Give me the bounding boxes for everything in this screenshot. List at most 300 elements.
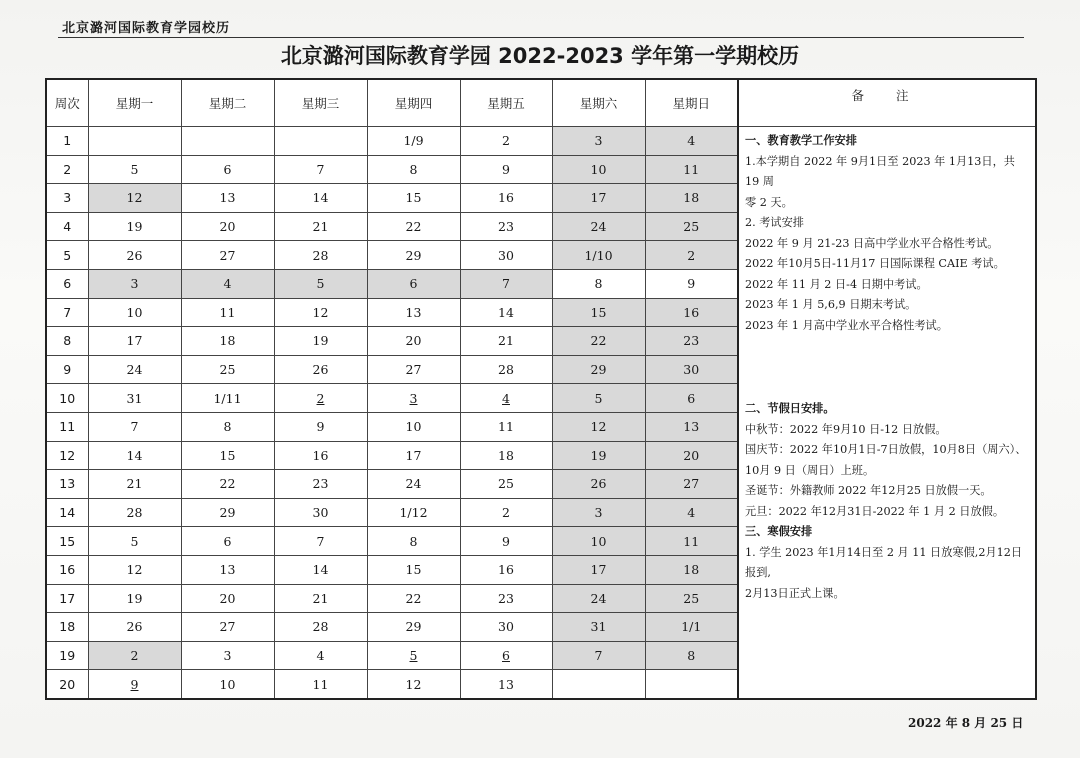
day-value: 3 [130,276,139,292]
day-cell [367,327,460,356]
day-value: 27 [683,476,700,492]
week-number: 3 [46,184,88,213]
day-value: 15 [590,304,607,320]
day-cell [645,298,738,327]
day-value: 14 [312,562,329,578]
issue-date: 2022 年 8 月 25 日 [908,716,1024,730]
day-value: 30 [683,362,700,378]
day-cell [460,384,552,413]
day-cell [274,155,367,184]
day-cell [181,384,274,413]
day-header-tue: 星期二 [181,79,274,127]
day-header-wed: 星期三 [274,79,367,127]
day-cell [181,412,274,441]
day-cell [367,412,460,441]
day-value: 2 [687,247,696,263]
day-cell [367,184,460,213]
day-cell [552,155,645,184]
day-value: 19 [590,447,607,463]
day-value: 18 [683,562,700,578]
day-cell [460,498,552,527]
day-cell [274,527,367,556]
day-value: 10 [405,419,422,435]
day-cell [460,441,552,470]
notes-line: 1. 学生 2023 年1月14日至 2 月 11 日放寒假,2月12日报到, [745,545,1023,579]
day-cell [274,384,367,413]
day-cell [552,441,645,470]
day-value: 24 [405,476,422,492]
day-cell [645,269,738,298]
day-cell [367,613,460,642]
notes-spacer [745,336,1031,399]
day-cell [181,555,274,584]
day-cell [274,555,367,584]
week-number: 4 [46,212,88,241]
day-value: 13 [219,562,236,578]
week-number: 10 [46,384,88,413]
notes-column [738,127,1036,699]
day-cell [88,298,181,327]
day-value: 24 [590,590,607,606]
week-number: 6 [46,269,88,298]
day-cell [552,470,645,499]
day-cell [181,212,274,241]
day-value: 19 [126,590,143,606]
day-value: 27 [219,247,236,263]
day-cell [181,327,274,356]
day-cell [88,269,181,298]
week-number: 5 [46,241,88,270]
day-cell [552,584,645,613]
day-cell [367,241,460,270]
day-cell [645,498,738,527]
day-value: 8 [409,533,418,549]
day-cell [552,412,645,441]
day-value: 12 [312,304,329,320]
day-cell [552,241,645,270]
day-value: 7 [130,419,139,435]
day-cell [181,127,274,156]
day-cell [460,298,552,327]
notes-line: 国庆节：2022 年10月1日-7日放假，10月8日（周六）、 [745,443,1027,456]
day-cell [181,269,274,298]
day-value: 28 [312,619,329,635]
day-cell [367,527,460,556]
day-value: 20 [405,333,422,349]
day-value: 1/10 [584,247,613,263]
day-cell [645,184,738,213]
day-header-thu: 星期四 [367,79,460,127]
notes-header: 备 注 [738,79,1036,127]
day-cell [460,241,552,270]
day-value: 30 [498,619,514,635]
day-value: 26 [126,619,143,635]
day-value: 3 [594,505,603,521]
day-value: 18 [683,190,700,206]
day-cell [88,527,181,556]
day-cell [645,641,738,670]
day-value: 30 [312,505,329,521]
day-value: 29 [590,362,607,378]
day-value: 18 [219,333,236,349]
day-value: 1/1 [681,619,702,635]
day-value: 2 [502,505,510,521]
day-value: 6 [687,390,696,406]
day-value: 5 [594,390,603,406]
day-value: 11 [498,419,514,435]
day-cell [645,127,738,156]
day-cell [274,613,367,642]
day-value: 22 [590,333,607,349]
day-cell [552,327,645,356]
day-header-sat: 星期六 [552,79,645,127]
day-value: 1/12 [399,505,428,521]
day-value: 5 [409,647,418,663]
day-cell [645,470,738,499]
day-cell [460,470,552,499]
day-cell [274,641,367,670]
day-cell [460,412,552,441]
day-value: 25 [498,476,514,492]
day-cell [88,327,181,356]
day-value: 9 [130,676,139,692]
day-cell [460,641,552,670]
day-cell [274,412,367,441]
day-cell [645,327,738,356]
day-value: 2 [130,647,139,663]
week-number: 11 [46,412,88,441]
day-cell [88,384,181,413]
day-value: 9 [502,533,510,549]
day-cell [88,412,181,441]
day-value: 29 [405,619,422,635]
day-value: 28 [312,247,329,263]
notes-line: 2023 年 1 月高中学业水平合格性考试。 [745,318,948,332]
day-cell [88,498,181,527]
day-cell [552,641,645,670]
day-cell [274,470,367,499]
day-cell [367,127,460,156]
day-cell [274,241,367,270]
day-cell [274,212,367,241]
day-cell [460,184,552,213]
day-value: 12 [590,419,607,435]
day-cell [645,384,738,413]
day-value: 3 [409,390,418,406]
day-value: 10 [590,161,607,177]
day-cell [181,184,274,213]
week-number: 17 [46,584,88,613]
day-cell [88,155,181,184]
day-cell [274,298,367,327]
day-value: 20 [219,219,236,235]
day-cell [367,298,460,327]
day-cell [181,470,274,499]
day-value: 11 [312,676,329,692]
day-cell [552,269,645,298]
day-cell [181,355,274,384]
day-cell [460,269,552,298]
day-cell [460,555,552,584]
day-value: 10 [126,304,143,320]
day-value: 17 [590,190,607,206]
day-value: 8 [687,647,696,663]
day-value: 3 [223,647,232,663]
week-number: 13 [46,470,88,499]
day-cell [645,613,738,642]
day-cell [645,527,738,556]
week-number: 12 [46,441,88,470]
day-cell [367,584,460,613]
day-cell [88,584,181,613]
day-cell [274,269,367,298]
day-value: 8 [409,161,418,177]
day-value: 27 [219,619,236,635]
week-number: 20 [46,670,88,699]
day-cell [460,327,552,356]
day-value: 5 [316,276,325,292]
day-value: 28 [126,505,143,521]
day-value: 2 [502,133,510,149]
day-value: 25 [219,362,236,378]
day-cell [552,127,645,156]
day-cell [274,584,367,613]
notes-section3-title: 三、寒假安排 [745,525,813,538]
day-value: 14 [126,447,143,463]
week-number: 18 [46,613,88,642]
day-cell [460,127,552,156]
day-value: 4 [502,390,510,406]
day-cell [88,613,181,642]
day-value: 15 [219,447,236,463]
day-value: 19 [312,333,329,349]
day-value: 10 [590,533,607,549]
day-value: 6 [502,647,510,663]
day-value: 17 [405,447,422,463]
day-cell [88,212,181,241]
day-value: 1/9 [403,133,424,149]
day-value: 8 [594,276,603,292]
day-cell [88,555,181,584]
day-cell [181,641,274,670]
day-value: 15 [405,562,422,578]
week-number: 2 [46,155,88,184]
day-cell [181,441,274,470]
day-cell [367,670,460,699]
notes-line: 中秋节：2022 年9月10 日-12 日放假。 [745,422,947,436]
day-value: 18 [498,447,514,463]
week-number: 1 [46,127,88,156]
week-number: 8 [46,327,88,356]
notes-section1-title: 一、教育教学工作安排 [745,134,857,147]
day-value: 27 [405,362,422,378]
week-number: 15 [46,527,88,556]
day-cell [274,184,367,213]
day-value: 13 [498,676,514,692]
day-header-mon: 星期一 [88,79,181,127]
day-value: 12 [126,190,143,206]
notes-line: 零 2 天。 [745,195,793,209]
day-header-fri: 星期五 [460,79,552,127]
day-value: 12 [126,562,143,578]
day-cell [552,670,645,699]
header-row [46,79,1036,127]
day-cell [552,298,645,327]
day-cell [274,441,367,470]
day-cell [367,470,460,499]
week-number: 19 [46,641,88,670]
day-cell [552,355,645,384]
week-row [46,127,1036,156]
day-cell [645,555,738,584]
day-cell [367,384,460,413]
day-cell [274,127,367,156]
day-cell [552,212,645,241]
day-value: 31 [126,390,143,406]
day-value: 22 [405,590,422,606]
day-cell [88,441,181,470]
day-cell [460,212,552,241]
day-value: 17 [590,562,607,578]
day-cell [181,584,274,613]
notes-line: 1.本学期自 2022 年 9月1日至 2023 年 1月13日，共 19 周 [745,154,1015,188]
day-cell [367,555,460,584]
day-cell [181,670,274,699]
day-value: 25 [683,219,700,235]
day-value: 13 [683,419,700,435]
day-value: 7 [502,276,510,292]
day-value: 30 [498,247,514,263]
day-cell [181,241,274,270]
day-value: 14 [498,304,514,320]
day-cell [552,498,645,527]
day-value: 17 [126,333,143,349]
day-value: 11 [219,304,236,320]
day-cell [181,527,274,556]
day-cell [88,470,181,499]
day-cell [88,355,181,384]
page-title: 北京潞河国际教育学园 2022-2023 学年第一学期校历 [280,44,800,68]
day-value: 26 [590,476,607,492]
day-value: 23 [498,219,514,235]
day-cell [645,670,738,699]
day-value: 5 [130,533,139,549]
day-value: 28 [498,362,514,378]
day-cell [552,184,645,213]
day-value: 9 [502,161,510,177]
notes-line: 2月13日正式上课。 [745,586,845,600]
day-cell [88,241,181,270]
day-cell [181,298,274,327]
notes-line: 2022 年 9 月 21-23 日高中学业水平合格性考试。 [745,236,999,250]
day-cell [645,441,738,470]
day-value: 22 [405,219,422,235]
day-cell [645,212,738,241]
day-cell [552,527,645,556]
notes-line: 2022 年10月5日-11月17 日国际课程 CAIE 考试。 [745,257,1005,270]
day-value: 26 [126,247,143,263]
day-cell [88,641,181,670]
day-cell [645,584,738,613]
day-value: 24 [126,362,143,378]
day-value: 24 [590,219,607,235]
day-value: 16 [498,562,514,578]
day-value: 21 [312,590,329,606]
day-cell [367,269,460,298]
day-value: 5 [130,161,139,177]
day-cell [367,498,460,527]
day-value: 11 [683,533,700,549]
day-value: 25 [683,590,700,606]
day-value: 29 [405,247,422,263]
day-cell [367,212,460,241]
day-cell [367,355,460,384]
day-value: 6 [223,161,232,177]
day-value: 9 [687,276,696,292]
day-cell [181,613,274,642]
day-value: 26 [312,362,329,378]
day-value: 16 [312,447,329,463]
notes-line: 圣诞节：外籍教师 2022 年12月25 日放假一天。 [745,484,992,497]
day-cell [460,670,552,699]
week-number: 7 [46,298,88,327]
day-value: 6 [223,533,232,549]
day-cell [274,327,367,356]
day-cell [367,641,460,670]
day-value: 13 [405,304,422,320]
notes-line: 2022 年 11 月 2 日-4 日期中考试。 [745,277,928,291]
calendar-table [45,78,1037,700]
day-value: 10 [219,676,236,692]
day-cell [88,184,181,213]
week-column-header: 周次 [46,79,88,127]
day-cell [552,555,645,584]
notes-section2-title: 二、节假日安排。 [745,402,835,415]
notes-line: 10月 9 日（周日）上班。 [745,463,875,477]
day-value: 7 [594,647,603,663]
day-cell [460,355,552,384]
day-value: 1/11 [213,390,242,406]
day-value: 12 [405,676,422,692]
day-value: 6 [409,276,418,292]
day-value: 8 [223,419,232,435]
day-cell [645,241,738,270]
day-value: 11 [683,161,700,177]
day-value: 16 [498,190,514,206]
day-value: 29 [219,505,236,521]
day-value: 21 [312,219,329,235]
day-cell [552,384,645,413]
day-cell [645,412,738,441]
day-value: 14 [312,190,329,206]
day-value: 13 [219,190,236,206]
day-value: 7 [316,533,325,549]
day-value: 20 [219,590,236,606]
day-cell [460,613,552,642]
day-cell [460,527,552,556]
day-value: 9 [316,419,325,435]
week-number: 9 [46,355,88,384]
day-value: 4 [223,276,232,292]
day-value: 4 [687,505,696,521]
day-value: 23 [312,476,329,492]
day-value: 23 [498,590,514,606]
day-cell [367,155,460,184]
day-cell [181,498,274,527]
day-value: 21 [126,476,143,492]
day-value: 2 [316,390,325,406]
day-cell [274,498,367,527]
